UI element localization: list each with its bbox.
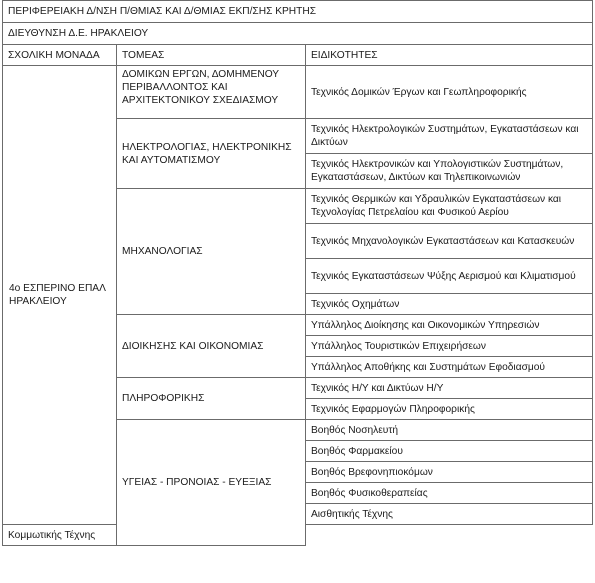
specialty-cell: Βοηθός Βρεφονηπιοκόμων [306,462,593,483]
sector-cell: ΔΙΟΙΚΗΣΗΣ ΚΑΙ ΟΙΚΟΝΟΜΙΑΣ [117,315,306,378]
sector-cell: ΗΛΕΚΤΡΟΛΟΓΙΑΣ, ΗΛΕΚΤΡΟΝΙΚΗΣ ΚΑΙ ΑΥΤΟΜΑΤΙΣΜΟΥ [117,119,306,189]
specialty-cell: Τεχνικός Οχημάτων [306,294,593,315]
sector-cell: ΜΗΧΑΝΟΛΟΓΙΑΣ [117,189,306,315]
specialty-cell: Βοηθός Φυσικοθεραπείας [306,483,593,504]
specialty-cell: Τεχνικός Μηχανολογικών Εγκαταστάσεων και Κατασκευών [306,224,593,259]
school-name: 4ο ΕΣΠΕΡΙΝΟ ΕΠΑΛ ΗΡΑΚΛΕΙΟΥ [3,66,117,525]
directorate-row [3,23,593,45]
directorate-title: ΔΙΕΥΘΥΝΣΗ Δ.Ε. ΗΡΑΚΛΕΙΟΥ [3,23,593,45]
specialty-cell: Τεχνικός Εφαρμογών Πληροφορικής [306,399,593,420]
specialty-cell: Αισθητικής Τέχνης [306,504,593,525]
region-row [3,1,593,23]
specialty-cell: Τεχνικός Η/Υ και Δικτύων Η/Υ [306,378,593,399]
specialty-cell: Τεχνικός Εγκαταστάσεων Ψύξης Αερισμού και Κλιματισμού [306,259,593,294]
region-title: ΠΕΡΙΦΕΡΕΙΑΚΗ Δ/ΝΣΗ Π/ΘΜΙΑΣ ΚΑΙ Δ/ΘΜΙΑΣ ΕΚΠ/ΣΗΣ ΚΡΗΤΗΣ [3,1,593,23]
specialty-cell: Υπάλληλος Διοίκησης και Οικονομικών Υπηρεσιών [306,315,593,336]
column-header-school: ΣΧΟΛΙΚΗ ΜΟΝΑΔΑ [3,45,117,66]
table-row [3,66,593,119]
specialty-cell: Υπάλληλος Αποθήκης και Συστημάτων Εφοδιασμού [306,357,593,378]
sector-cell: ΥΓΕΙΑΣ - ΠΡΟΝΟΙΑΣ - ΕΥΕΞΙΑΣ [117,420,306,546]
sector-cell: ΔΟΜΙΚΩΝ ΕΡΓΩΝ, ΔΟΜΗΜΕΝΟΥ ΠΕΡΙΒΑΛΛΟΝΤΟΣ ΚΑΙ ΑΡΧΙΤΕΚΤΟΝΙΚΟΥ ΣΧΕΔΙΑΣΜΟΥ [117,66,306,119]
specialties-table [2,0,593,546]
specialty-cell: Τεχνικός Ηλεκτρονικών και Υπολογιστικών Συστημάτων, Εγκαταστάσεων, Δικτύων και Τηλεπικοινωνιών [306,154,593,189]
specialty-cell: Βοηθός Φαρμακείου [306,441,593,462]
specialty-cell: Τεχνικός Θερμικών και Υδραυλικών Εγκαταστάσεων και Τεχνολογίας Πετρελαίου και Φυσικού Αερίου [306,189,593,224]
specialty-cell: Βοηθός Νοσηλευτή [306,420,593,441]
specialty-cell: Τεχνικός Δομικών Έργων και Γεωπληροφορικής [306,66,593,119]
specialty-cell: Τεχνικός Ηλεκτρολογικών Συστημάτων, Εγκαταστάσεων και Δικτύων [306,119,593,154]
column-header-sector: ΤΟΜΕΑΣ [117,45,306,66]
specialty-cell: Υπάλληλος Τουριστικών Επιχειρήσεων [306,336,593,357]
specialty-cell: Κομμωτικής Τέχνης [3,525,117,546]
column-header-specialty: ΕΙΔΙΚΟΤΗΤΕΣ [306,45,593,66]
column-header-row [3,45,593,66]
sector-cell: ΠΛΗΡΟΦΟΡΙΚΗΣ [117,378,306,420]
